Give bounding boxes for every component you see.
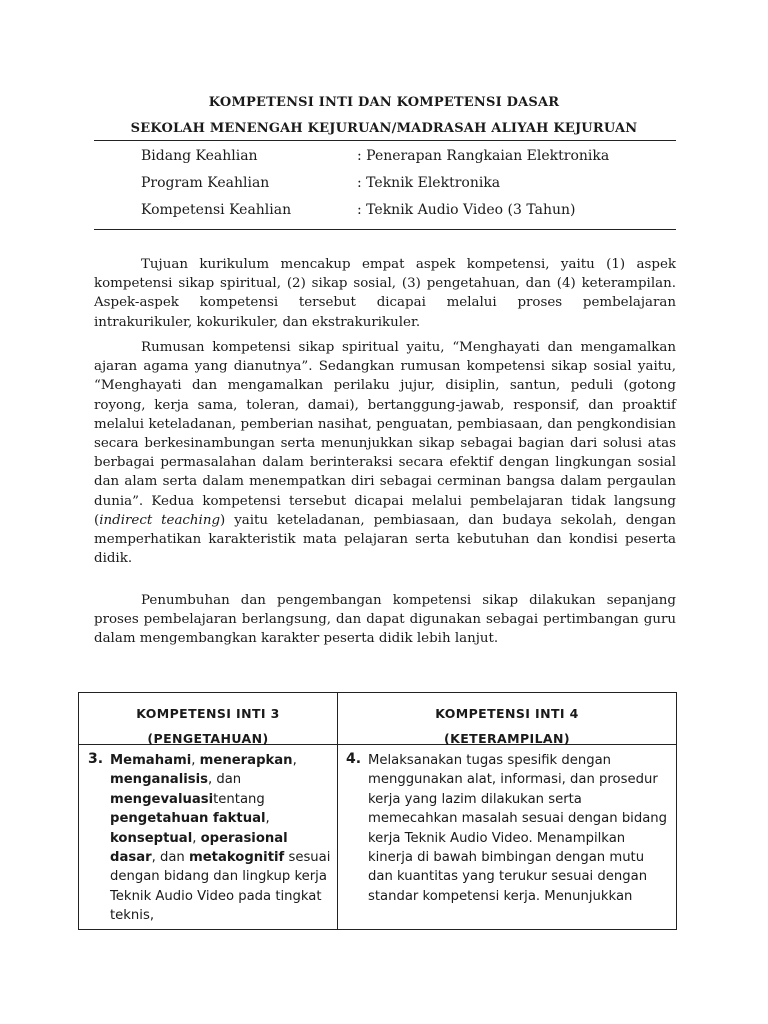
info-label: Program Keahlian [141, 175, 270, 191]
text-run: sesuai dengan bidang dan lingkup kerja Teknik Audio Video pada tingkat teknis, [110, 850, 331, 924]
bottom-divider [94, 229, 676, 230]
text-run: , [265, 811, 270, 827]
paragraph-tujuan: Tujuan kurikulum mencakup empat aspek kompetensi, yaitu (1) aspek kompetensi sikap spiritual, (2) sikap sosial, (3) pengetahuan, dan (4) keterampilan. Aspek-aspek kompetensi tersebut dicapai melalui proses pembelajaran intrakurikuler, kokurikuler, dan ekstrakurikuler. [94, 257, 676, 330]
table-header-ki4 [337, 701, 677, 751]
bold-term: operasional dasar [110, 830, 288, 866]
info-label: Kompetensi Keahlian [141, 202, 292, 218]
paragraph-rumusan [94, 338, 676, 568]
info-value: : Penerapan Rangkaian Elektronika [357, 148, 610, 164]
ki3-number: 3. [88, 751, 104, 767]
ki4-text: Melaksanakan tugas spesifik dengan menggunakan alat, informasi, dan prosedur kerja yang lazim dilakukan serta memecahkan masalah sesuai dengan bidang kerja Teknik Audio Video. Menampilkan kinerja di bawah bimbingan dengan mutu dan kuantitas yang terukur sesuai dengan standar kompetensi kerja. Menunjukkan [368, 753, 668, 904]
paragraph-text: Rumusan kompetensi sikap spiritual yaitu, “Menghayati dan mengamalkan ajaran agama yang dianutnya”. Sedangkan rumusan kompetensi sikap sosial yaitu, “Menghayati dan mengamalkan perilaku jujur, disiplin, santun, peduli (gotong royong, kerja sama, toleran, damai), bertanggung-jawab, responsif, dan proaktif melalui keteladanan, pemberian nasihat, penguatan, pembiasaan, dan pengkondisian secara berkesinambungan serta menunjukkan sikap sebagai bagian dari solusi atas berbagai permasalahan dalam berinteraksi secara efektif dengan lingkungan sosial dan alam serta dalam menempatkan diri sebagai cerminan bangsa dalam pergaulan dunia”. Kedua kompetensi tersebut dicapai melalui pembelajaran tidak langsung ( [94, 340, 676, 528]
table-header-ki3 [79, 701, 337, 751]
bold-term: Memahami [110, 753, 192, 768]
paragraph-text: ) yaitu keteladanan, pembiasaan, dan budaya sekolah, dengan memperhatikan karakteristik mata pelajaran serta kebutuhan dan kondisi peserta didik. [94, 512, 676, 567]
header-line: KOMPETENSI INTI 3 [136, 706, 280, 721]
italic-term: indirect teaching [99, 512, 221, 528]
bold-term: pengetahuan faktual [110, 811, 266, 827]
bold-term: mengevaluasi [110, 791, 214, 807]
paragraph-penumbuhan: Penumbuhan dan pengembangan kompetensi sikap dilakukan sepanjang proses pembelajaran berlangsung, dan dapat digunakan sebagai pertimbangan guru dalam mengembangkan karakter peserta didik lebih lanjut. [94, 593, 676, 647]
bold-term: menerapkan [199, 753, 293, 768]
text-run: , dan [151, 850, 189, 866]
text-run: tentang [213, 791, 265, 807]
text-run: , [192, 830, 201, 846]
top-divider [94, 140, 676, 141]
header-line: KOMPETENSI INTI 4 [435, 706, 579, 721]
header-line: (KETERAMPILAN) [444, 731, 570, 746]
document-title: KOMPETENSI INTI DAN KOMPETENSI DASAR [208, 95, 560, 110]
document-subtitle: SEKOLAH MENENGAH KEJURUAN/MADRASAH ALIYAH KEJURUAN [130, 121, 638, 136]
info-value: : Teknik Elektronika [357, 175, 501, 191]
competency-table [78, 692, 677, 930]
bold-term: menganalisis [110, 772, 208, 788]
bold-term: konseptual [110, 830, 193, 846]
ki3-text [110, 751, 335, 926]
info-label: Bidang Keahlian [141, 148, 258, 164]
header-line: (PENGETAHUAN) [147, 731, 269, 746]
text-run: , [292, 753, 297, 768]
ki4-number: 4. [346, 751, 362, 767]
info-value: : Teknik Audio Video (3 Tahun) [357, 202, 576, 218]
bold-term: metakognitif [188, 850, 285, 866]
text-run: , dan [207, 772, 242, 788]
text-run: , [191, 753, 200, 768]
